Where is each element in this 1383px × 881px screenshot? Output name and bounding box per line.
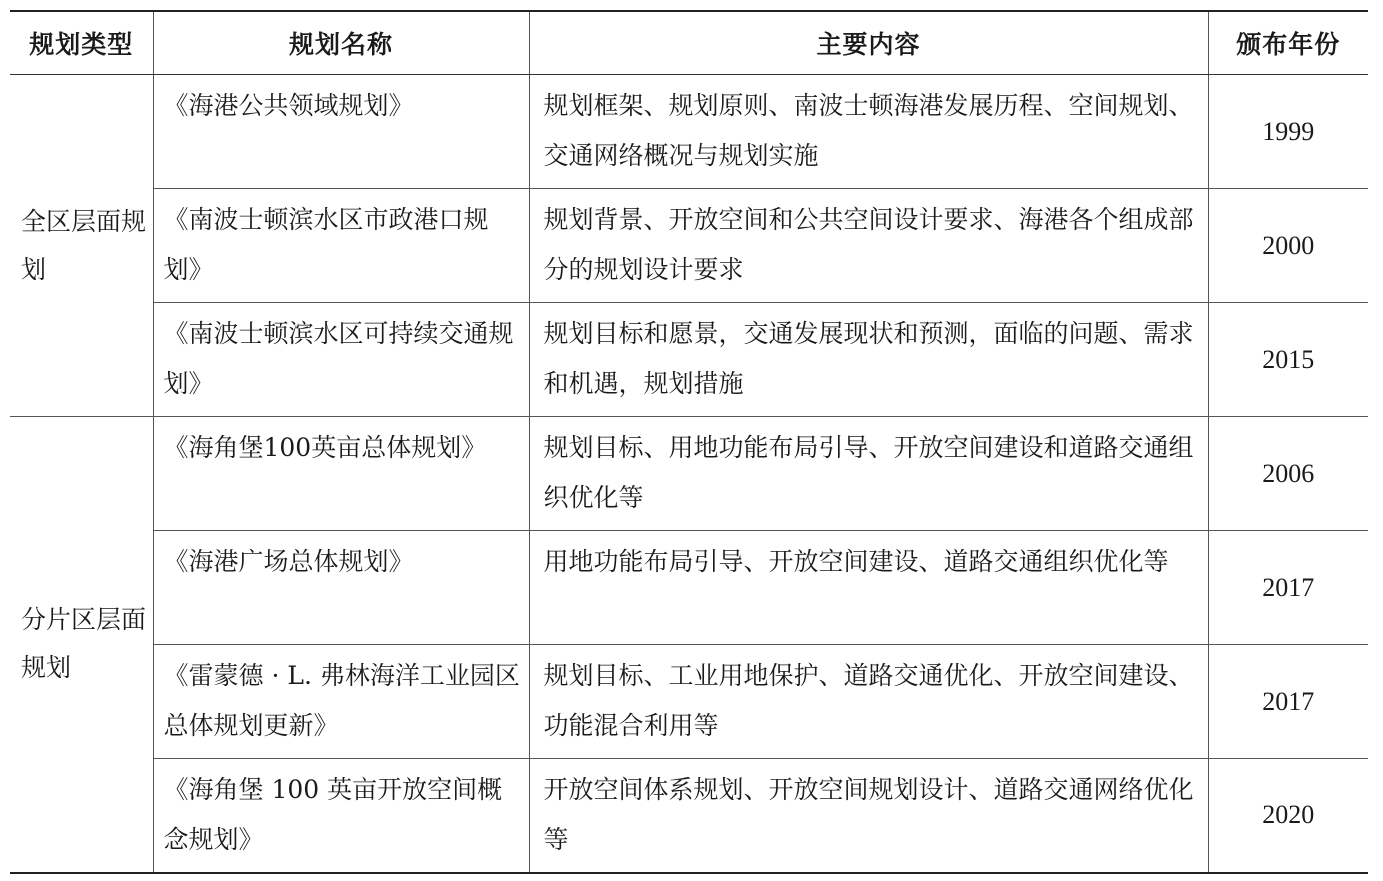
plan-name: 《海角堡100英亩总体规划》 xyxy=(163,433,487,462)
plan-year: 2020 xyxy=(1208,759,1368,873)
plan-content-cell xyxy=(529,417,1208,531)
table-row xyxy=(10,759,1368,873)
plan-type-cell xyxy=(10,417,153,873)
plan-content: 用地功能布局引导、开放空间建设、道路交通组织优化等 xyxy=(543,547,1169,576)
table-row xyxy=(10,645,1368,759)
plan-year: 2006 xyxy=(1208,417,1368,531)
plan-year: 2015 xyxy=(1208,303,1368,417)
plan-content-cell xyxy=(529,189,1208,303)
plan-name-cell xyxy=(153,75,529,189)
plan-name: 《南波士顿滨水区可持续交通规划》 xyxy=(163,319,514,398)
plan-type-label: 分片区层面规划 xyxy=(21,605,147,683)
plan-type-label: 全区层面规划 xyxy=(21,206,147,284)
plan-name: 《海港广场总体规划》 xyxy=(163,547,414,576)
plan-content: 规划目标、用地功能布局引导、开放空间建设和道路交通组织优化等 xyxy=(543,433,1194,512)
table-row xyxy=(10,189,1368,303)
plan-name-cell xyxy=(153,417,529,531)
plan-year: 1999 xyxy=(1208,75,1368,189)
plan-content-cell xyxy=(529,75,1208,189)
plan-year: 2017 xyxy=(1208,531,1368,645)
plan-year: 2017 xyxy=(1208,645,1368,759)
plan-name-cell xyxy=(153,645,529,759)
table-row xyxy=(10,531,1368,645)
plan-name: 《雷蒙德 · L. 弗林海洋工业园区总体规划更新》 xyxy=(163,661,520,740)
plan-name: 《南波士顿滨水区市政港口规划》 xyxy=(163,205,489,284)
table-row xyxy=(10,417,1368,531)
header-row xyxy=(10,11,1368,75)
plan-content-cell xyxy=(529,759,1208,873)
planning-table xyxy=(10,10,1368,874)
plan-content-cell xyxy=(529,645,1208,759)
header-plan-type: 规划类型 xyxy=(10,11,153,75)
plan-name: 《海角堡 100 英亩开放空间概念规划》 xyxy=(163,775,503,854)
plan-name: 《海港公共领域规划》 xyxy=(163,91,414,120)
plan-name-cell xyxy=(153,303,529,417)
plan-content-cell xyxy=(529,303,1208,417)
plan-name-cell xyxy=(153,189,529,303)
plan-content: 规划目标和愿景，交通发展现状和预测，面临的问题、需求和机遇，规划措施 xyxy=(543,319,1194,398)
table-row xyxy=(10,75,1368,189)
header-year: 颁布年份 xyxy=(1208,11,1368,75)
header-main-content: 主要内容 xyxy=(529,11,1208,75)
plan-name-cell xyxy=(153,531,529,645)
table-row xyxy=(10,303,1368,417)
plan-content: 开放空间体系规划、开放空间规划设计、道路交通网络优化等 xyxy=(543,775,1194,854)
plan-year: 2000 xyxy=(1208,189,1368,303)
plan-content: 规划背景、开放空间和公共空间设计要求、海港各个组成部分的规划设计要求 xyxy=(543,205,1194,284)
plan-content-cell xyxy=(529,531,1208,645)
plan-content: 规划框架、规划原则、南波士顿海港发展历程、空间规划、交通网络概况与规划实施 xyxy=(543,91,1194,170)
plan-name-cell xyxy=(153,759,529,873)
plan-type-cell xyxy=(10,75,153,417)
header-plan-name: 规划名称 xyxy=(153,11,529,75)
plan-content: 规划目标、工业用地保护、道路交通优化、开放空间建设、功能混合利用等 xyxy=(543,661,1194,740)
